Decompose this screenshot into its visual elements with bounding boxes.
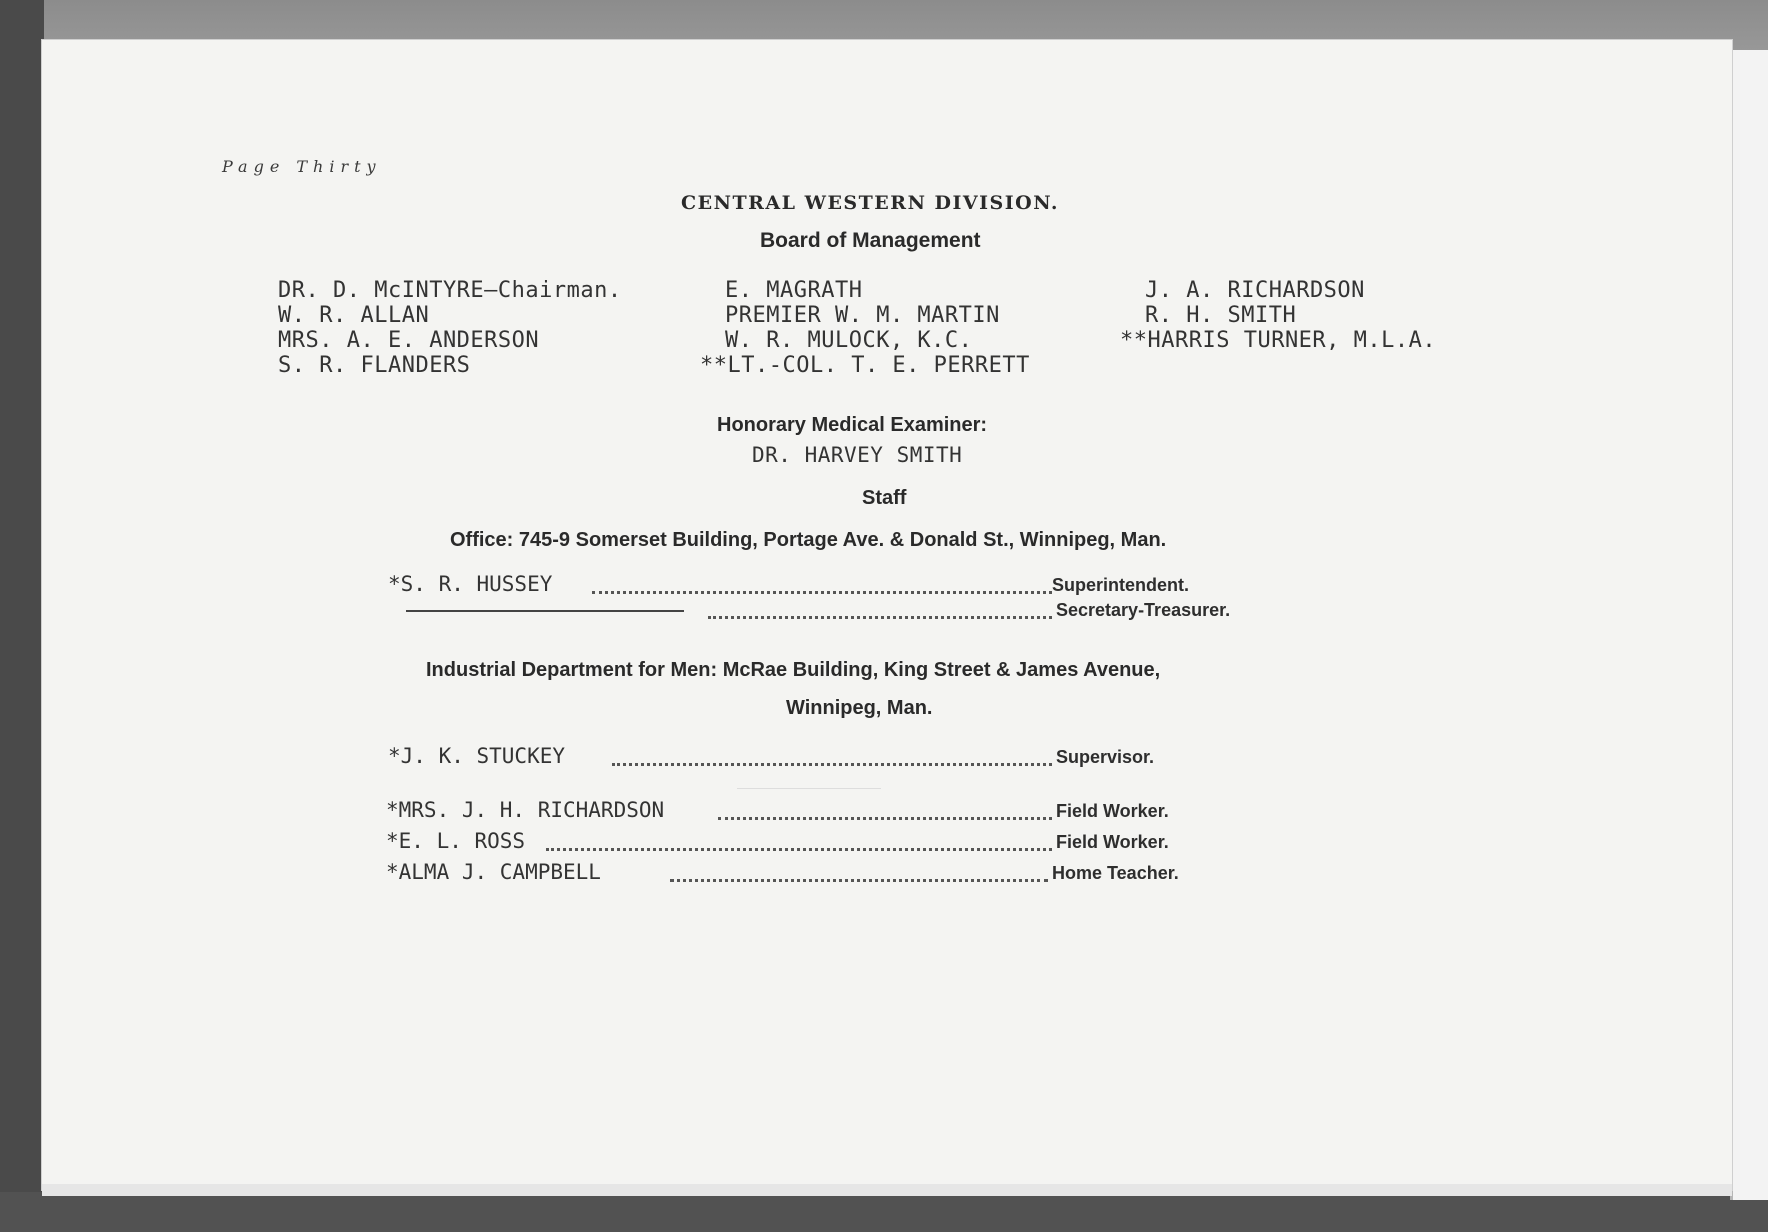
board-member: PREMIER W. M. MARTIN xyxy=(725,303,1000,328)
leader-dots xyxy=(592,591,1052,594)
scanner-backdrop-left xyxy=(0,0,44,1232)
staff-role: Secretary-Treasurer. xyxy=(1056,600,1231,620)
board-member: E. MAGRATH xyxy=(725,278,863,303)
board-member: S. R. FLANDERS xyxy=(278,353,471,378)
vacant-name-line xyxy=(406,610,684,612)
leader-dots xyxy=(718,817,1052,820)
division-title: CENTRAL WESTERN DIVISION. xyxy=(681,192,1059,214)
leader-dots xyxy=(612,763,1052,766)
board-member: J. A. RICHARDSON xyxy=(1145,278,1365,303)
board-member: **HARRIS TURNER, M.L.A. xyxy=(1120,328,1437,353)
staff-name: *J. K. STUCKEY xyxy=(388,744,566,768)
leader-dots xyxy=(546,848,1052,851)
scanner-backdrop-bottom xyxy=(0,1192,1768,1232)
medical-examiner-name: DR. HARVEY SMITH xyxy=(752,443,963,467)
staff-role: Field Worker. xyxy=(1056,801,1169,821)
leader-dots xyxy=(708,616,1052,619)
board-member: R. H. SMITH xyxy=(1145,303,1297,328)
staff-name: *MRS. J. H. RICHARDSON xyxy=(386,798,665,822)
industrial-city: Winnipeg, Man. xyxy=(786,697,933,719)
page-bottom-edge xyxy=(42,1184,1732,1196)
facing-page-edge xyxy=(1730,50,1768,1200)
industrial-heading: Industrial Department for Men: McRae Building, King Street & James Avenue, xyxy=(426,659,1161,681)
medical-examiner-heading: Honorary Medical Examiner: xyxy=(717,414,988,436)
board-member: W. R. ALLAN xyxy=(278,303,430,328)
separator-line xyxy=(737,788,881,789)
leader-dots xyxy=(670,879,1048,882)
staff-name: *S. R. HUSSEY xyxy=(388,572,553,596)
staff-name: *ALMA J. CAMPBELL xyxy=(386,860,601,884)
staff-role: Home Teacher. xyxy=(1052,863,1179,883)
staff-name: *E. L. ROSS xyxy=(386,829,526,853)
staff-heading: Staff xyxy=(862,487,907,509)
board-member: W. R. MULOCK, K.C. xyxy=(725,328,973,353)
board-member: **LT.-COL. T. E. PERRETT xyxy=(700,353,1030,378)
board-heading: Board of Management xyxy=(760,229,981,252)
board-member: DR. D. McINTYRE—Chairman. xyxy=(278,278,622,303)
staff-role: Supervisor. xyxy=(1056,747,1155,767)
page-number: Page Thirty xyxy=(222,157,382,176)
staff-role: Superintendent. xyxy=(1052,575,1190,595)
staff-role: Field Worker. xyxy=(1056,832,1169,852)
board-member: MRS. A. E. ANDERSON xyxy=(278,328,540,353)
office-address: Office: 745-9 Somerset Building, Portage Ave. & Donald St., Winnipeg, Man. xyxy=(450,529,1167,551)
